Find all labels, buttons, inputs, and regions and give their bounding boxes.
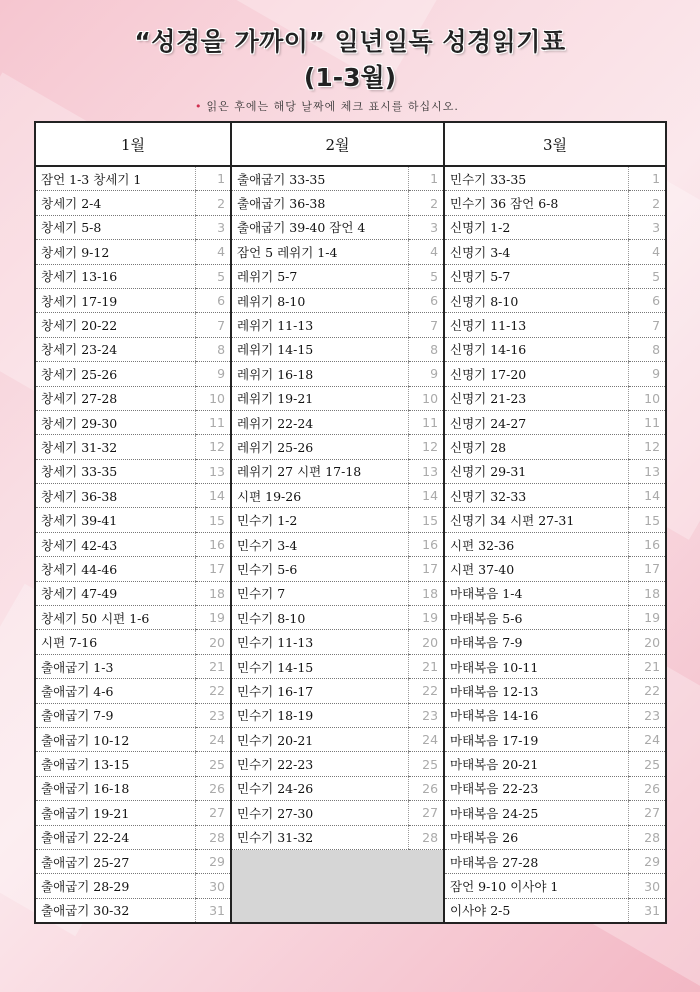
day-check-cell[interactable]: 17 <box>195 557 231 581</box>
reading-cell: 민수기 33-35 <box>444 166 628 191</box>
table-row <box>35 630 666 654</box>
reading-cell: 창세기 31-32 <box>35 435 195 459</box>
table-row <box>35 313 666 337</box>
reading-cell: 신명기 32-33 <box>444 484 628 508</box>
day-check-cell[interactable]: 21 <box>628 654 666 678</box>
table-row <box>35 435 666 459</box>
reading-cell: 마태복음 10-11 <box>444 654 628 678</box>
day-check-cell[interactable]: 20 <box>195 630 231 654</box>
reading-cell: 창세기 44-46 <box>35 557 195 581</box>
day-check-cell[interactable]: 22 <box>628 679 666 703</box>
day-check-cell[interactable]: 26 <box>408 776 444 800</box>
day-check-cell[interactable]: 5 <box>408 264 444 288</box>
reading-cell: 민수기 31-32 <box>231 825 408 849</box>
reading-cell: 출애굽기 33-35 <box>231 166 408 191</box>
reading-cell: 민수기 18-19 <box>231 703 408 727</box>
table-row <box>35 264 666 288</box>
day-check-cell[interactable]: 2 <box>195 191 231 215</box>
day-check-cell[interactable]: 28 <box>628 825 666 849</box>
day-check-cell[interactable]: 10 <box>195 386 231 410</box>
reading-cell: 신명기 29-31 <box>444 459 628 483</box>
reading-cell: 신명기 8-10 <box>444 288 628 312</box>
reading-cell: 마태복음 26 <box>444 825 628 849</box>
reading-cell: 민수기 22-23 <box>231 752 408 776</box>
reading-cell: 출애굽기 13-15 <box>35 752 195 776</box>
reading-cell: 창세기 27-28 <box>35 386 195 410</box>
day-check-cell[interactable]: 25 <box>408 752 444 776</box>
day-check-cell[interactable]: 28 <box>408 825 444 849</box>
reading-cell: 출애굽기 28-29 <box>35 874 195 898</box>
day-check-cell[interactable]: 11 <box>195 410 231 434</box>
reading-cell: 출애굽기 22-24 <box>35 825 195 849</box>
day-check-cell[interactable]: 3 <box>408 215 444 239</box>
day-check-cell[interactable]: 25 <box>195 752 231 776</box>
reading-cell: 시편 32-36 <box>444 532 628 556</box>
day-check-cell[interactable]: 13 <box>195 459 231 483</box>
month-header-2: 2월 <box>231 122 444 166</box>
month-header-1: 1월 <box>35 122 231 166</box>
day-check-cell[interactable]: 12 <box>408 435 444 459</box>
reading-cell: 창세기 33-35 <box>35 459 195 483</box>
reading-cell: 창세기 9-12 <box>35 240 195 264</box>
day-check-cell[interactable]: 9 <box>408 362 444 386</box>
note-bullet: • <box>195 100 203 113</box>
day-check-cell[interactable]: 15 <box>408 508 444 532</box>
reading-cell: 출애굽기 36-38 <box>231 191 408 215</box>
month-header-3: 3월 <box>444 122 666 166</box>
reading-cell: 마태복음 14-16 <box>444 703 628 727</box>
day-check-cell[interactable]: 27 <box>195 801 231 825</box>
day-check-cell[interactable]: 27 <box>408 801 444 825</box>
reading-cell: 출애굽기 39-40 잠언 4 <box>231 215 408 239</box>
table-row <box>35 337 666 361</box>
reading-cell: 민수기 1-2 <box>231 508 408 532</box>
reading-cell: 민수기 20-21 <box>231 727 408 751</box>
reading-cell: 창세기 42-43 <box>35 532 195 556</box>
reading-cell: 레위기 11-13 <box>231 313 408 337</box>
day-check-cell[interactable]: 18 <box>408 581 444 605</box>
reading-cell: 민수기 14-15 <box>231 654 408 678</box>
reading-cell: 창세기 2-4 <box>35 191 195 215</box>
day-check-cell[interactable]: 23 <box>195 703 231 727</box>
day-check-cell[interactable]: 19 <box>195 606 231 630</box>
day-check-cell[interactable]: 21 <box>195 654 231 678</box>
reading-cell: 시편 19-26 <box>231 484 408 508</box>
reading-cell: 창세기 23-24 <box>35 337 195 361</box>
day-check-cell[interactable]: 9 <box>195 362 231 386</box>
day-check-cell[interactable]: 19 <box>628 606 666 630</box>
reading-cell: 레위기 22-24 <box>231 410 408 434</box>
reading-cell: 민수기 24-26 <box>231 776 408 800</box>
reading-cell: 레위기 25-26 <box>231 435 408 459</box>
reading-cell: 창세기 47-49 <box>35 581 195 605</box>
table-row <box>35 484 666 508</box>
reading-cell: 마태복음 17-19 <box>444 727 628 751</box>
day-check-cell[interactable]: 5 <box>628 264 666 288</box>
reading-cell: 창세기 39-41 <box>35 508 195 532</box>
page-subtitle: (1-3월) <box>303 63 397 92</box>
table-row <box>35 825 666 849</box>
reading-cell: 레위기 16-18 <box>231 362 408 386</box>
reading-cell: 창세기 25-26 <box>35 362 195 386</box>
day-check-cell[interactable]: 10 <box>628 386 666 410</box>
table-row <box>35 703 666 727</box>
day-check-cell[interactable]: 10 <box>408 386 444 410</box>
table-row <box>35 362 666 386</box>
reading-cell: 출애굽기 25-27 <box>35 849 195 873</box>
day-check-cell[interactable]: 30 <box>628 874 666 898</box>
day-check-cell[interactable]: 13 <box>408 459 444 483</box>
day-check-cell[interactable]: 21 <box>408 654 444 678</box>
table-row <box>35 679 666 703</box>
table-row <box>35 801 666 825</box>
reading-cell: 민수기 8-10 <box>231 606 408 630</box>
day-check-cell[interactable]: 24 <box>628 727 666 751</box>
day-check-cell[interactable]: 13 <box>628 459 666 483</box>
day-check-cell[interactable]: 30 <box>195 874 231 898</box>
reading-cell: 민수기 3-4 <box>231 532 408 556</box>
reading-cell: 잠언 9-10 이사야 1 <box>444 874 628 898</box>
day-check-cell[interactable]: 12 <box>628 435 666 459</box>
day-check-cell[interactable]: 7 <box>408 313 444 337</box>
table-row <box>35 240 666 264</box>
instruction-note <box>195 98 459 114</box>
reading-cell: 민수기 5-6 <box>231 557 408 581</box>
note-text: 읽은 후에는 해당 날짜에 체크 표시를 하십시오. <box>206 100 459 113</box>
reading-cell: 창세기 20-22 <box>35 313 195 337</box>
reading-cell: 신명기 17-20 <box>444 362 628 386</box>
reading-cell: 마태복음 12-13 <box>444 679 628 703</box>
month-header-row <box>35 122 666 166</box>
reading-cell: 레위기 5-7 <box>231 264 408 288</box>
reading-cell: 마태복음 22-23 <box>444 776 628 800</box>
reading-cell: 레위기 27 시편 17-18 <box>231 459 408 483</box>
table-row <box>35 849 666 873</box>
day-check-cell[interactable]: 20 <box>628 630 666 654</box>
day-check-cell[interactable]: 24 <box>408 727 444 751</box>
day-check-cell[interactable]: 8 <box>408 337 444 361</box>
day-check-cell[interactable]: 17 <box>628 557 666 581</box>
day-check-cell[interactable]: 6 <box>408 288 444 312</box>
reading-cell: 이사야 2-5 <box>444 898 628 923</box>
reading-cell: 창세기 50 시편 1-6 <box>35 606 195 630</box>
day-check-cell[interactable]: 6 <box>628 288 666 312</box>
reading-cell: 마태복음 27-28 <box>444 849 628 873</box>
day-check-cell[interactable]: 25 <box>628 752 666 776</box>
reading-cell: 마태복음 20-21 <box>444 752 628 776</box>
reading-cell: 잠언 5 레위기 1-4 <box>231 240 408 264</box>
table-row <box>35 557 666 581</box>
day-check-cell[interactable]: 11 <box>628 410 666 434</box>
day-check-cell[interactable]: 19 <box>408 606 444 630</box>
day-check-cell[interactable]: 1 <box>195 166 231 191</box>
day-check-cell[interactable]: 4 <box>408 240 444 264</box>
reading-cell: 시편 7-16 <box>35 630 195 654</box>
day-check-cell[interactable]: 23 <box>628 703 666 727</box>
day-check-cell[interactable]: 23 <box>408 703 444 727</box>
reading-cell: 마태복음 7-9 <box>444 630 628 654</box>
day-check-cell[interactable]: 7 <box>628 313 666 337</box>
table-row <box>35 727 666 751</box>
day-check-cell[interactable]: 26 <box>628 776 666 800</box>
day-check-cell[interactable]: 28 <box>195 825 231 849</box>
day-check-cell[interactable]: 4 <box>195 240 231 264</box>
day-check-cell[interactable]: 4 <box>628 240 666 264</box>
day-check-cell[interactable]: 2 <box>628 191 666 215</box>
day-check-cell[interactable]: 15 <box>628 508 666 532</box>
table-row <box>35 654 666 678</box>
day-check-cell[interactable]: 22 <box>195 679 231 703</box>
reading-cell: 마태복음 1-4 <box>444 581 628 605</box>
reading-cell: 창세기 36-38 <box>35 484 195 508</box>
day-check-cell[interactable]: 5 <box>195 264 231 288</box>
day-check-cell[interactable]: 16 <box>195 532 231 556</box>
day-check-cell[interactable]: 7 <box>195 313 231 337</box>
day-check-cell[interactable]: 3 <box>195 215 231 239</box>
reading-cell: 레위기 8-10 <box>231 288 408 312</box>
reading-cell: 마태복음 24-25 <box>444 801 628 825</box>
table-row <box>35 191 666 215</box>
reading-cell: 출애굽기 7-9 <box>35 703 195 727</box>
reading-cell: 신명기 3-4 <box>444 240 628 264</box>
day-check-cell[interactable]: 15 <box>195 508 231 532</box>
day-check-cell[interactable]: 16 <box>628 532 666 556</box>
day-check-cell[interactable]: 14 <box>408 484 444 508</box>
day-check-cell[interactable]: 8 <box>628 337 666 361</box>
reading-cell: 레위기 19-21 <box>231 386 408 410</box>
table-row <box>35 459 666 483</box>
day-check-cell[interactable]: 14 <box>195 484 231 508</box>
reading-cell: 레위기 14-15 <box>231 337 408 361</box>
day-check-cell[interactable]: 24 <box>195 727 231 751</box>
reading-cell: 출애굽기 16-18 <box>35 776 195 800</box>
day-check-cell[interactable]: 6 <box>195 288 231 312</box>
reading-cell: 민수기 11-13 <box>231 630 408 654</box>
day-check-cell[interactable]: 31 <box>195 898 231 923</box>
table-row <box>35 508 666 532</box>
reading-cell: 신명기 24-27 <box>444 410 628 434</box>
reading-cell: 마태복음 5-6 <box>444 606 628 630</box>
day-check-cell[interactable]: 29 <box>628 849 666 873</box>
day-check-cell[interactable]: 17 <box>408 557 444 581</box>
table-row <box>35 606 666 630</box>
reading-cell: 출애굽기 19-21 <box>35 801 195 825</box>
day-check-cell[interactable]: 14 <box>628 484 666 508</box>
table-row <box>35 410 666 434</box>
empty-days-block <box>231 849 444 923</box>
day-check-cell[interactable]: 1 <box>628 166 666 191</box>
reading-cell: 출애굽기 1-3 <box>35 654 195 678</box>
day-check-cell[interactable]: 3 <box>628 215 666 239</box>
reading-cell: 신명기 11-13 <box>444 313 628 337</box>
page-title: “성경을 가까이” 일년일독 성경읽기표 <box>134 27 566 56</box>
day-check-cell[interactable]: 26 <box>195 776 231 800</box>
day-check-cell[interactable]: 29 <box>195 849 231 873</box>
day-check-cell[interactable]: 18 <box>628 581 666 605</box>
reading-cell: 창세기 29-30 <box>35 410 195 434</box>
day-check-cell[interactable]: 12 <box>195 435 231 459</box>
table-row <box>35 386 666 410</box>
reading-cell: 신명기 5-7 <box>444 264 628 288</box>
day-check-cell[interactable]: 1 <box>408 166 444 191</box>
day-check-cell[interactable]: 16 <box>408 532 444 556</box>
reading-cell: 시편 37-40 <box>444 557 628 581</box>
reading-cell: 신명기 34 시편 27-31 <box>444 508 628 532</box>
day-check-cell[interactable]: 8 <box>195 337 231 361</box>
day-check-cell[interactable]: 27 <box>628 801 666 825</box>
day-check-cell[interactable]: 18 <box>195 581 231 605</box>
reading-cell: 출애굽기 30-32 <box>35 898 195 923</box>
reading-cell: 민수기 7 <box>231 581 408 605</box>
table-row <box>35 215 666 239</box>
table-row <box>35 532 666 556</box>
reading-cell: 신명기 14-16 <box>444 337 628 361</box>
table-row <box>35 581 666 605</box>
reading-cell: 잠언 1-3 창세기 1 <box>35 166 195 191</box>
reading-cell: 창세기 5-8 <box>35 215 195 239</box>
day-check-cell[interactable]: 31 <box>628 898 666 923</box>
day-check-cell[interactable]: 22 <box>408 679 444 703</box>
reading-cell: 창세기 13-16 <box>35 264 195 288</box>
reading-cell: 출애굽기 10-12 <box>35 727 195 751</box>
day-check-cell[interactable]: 9 <box>628 362 666 386</box>
reading-cell: 신명기 1-2 <box>444 215 628 239</box>
table-row <box>35 752 666 776</box>
table-row <box>35 166 666 191</box>
reading-cell: 민수기 27-30 <box>231 801 408 825</box>
reading-cell: 민수기 16-17 <box>231 679 408 703</box>
day-check-cell[interactable]: 2 <box>408 191 444 215</box>
day-check-cell[interactable]: 11 <box>408 410 444 434</box>
table-row <box>35 776 666 800</box>
reading-cell: 신명기 28 <box>444 435 628 459</box>
reading-cell: 신명기 21-23 <box>444 386 628 410</box>
reading-cell: 창세기 17-19 <box>35 288 195 312</box>
table-row <box>35 288 666 312</box>
reading-schedule-table <box>34 121 667 924</box>
reading-cell: 출애굽기 4-6 <box>35 679 195 703</box>
reading-cell: 민수기 36 잠언 6-8 <box>444 191 628 215</box>
day-check-cell[interactable]: 20 <box>408 630 444 654</box>
